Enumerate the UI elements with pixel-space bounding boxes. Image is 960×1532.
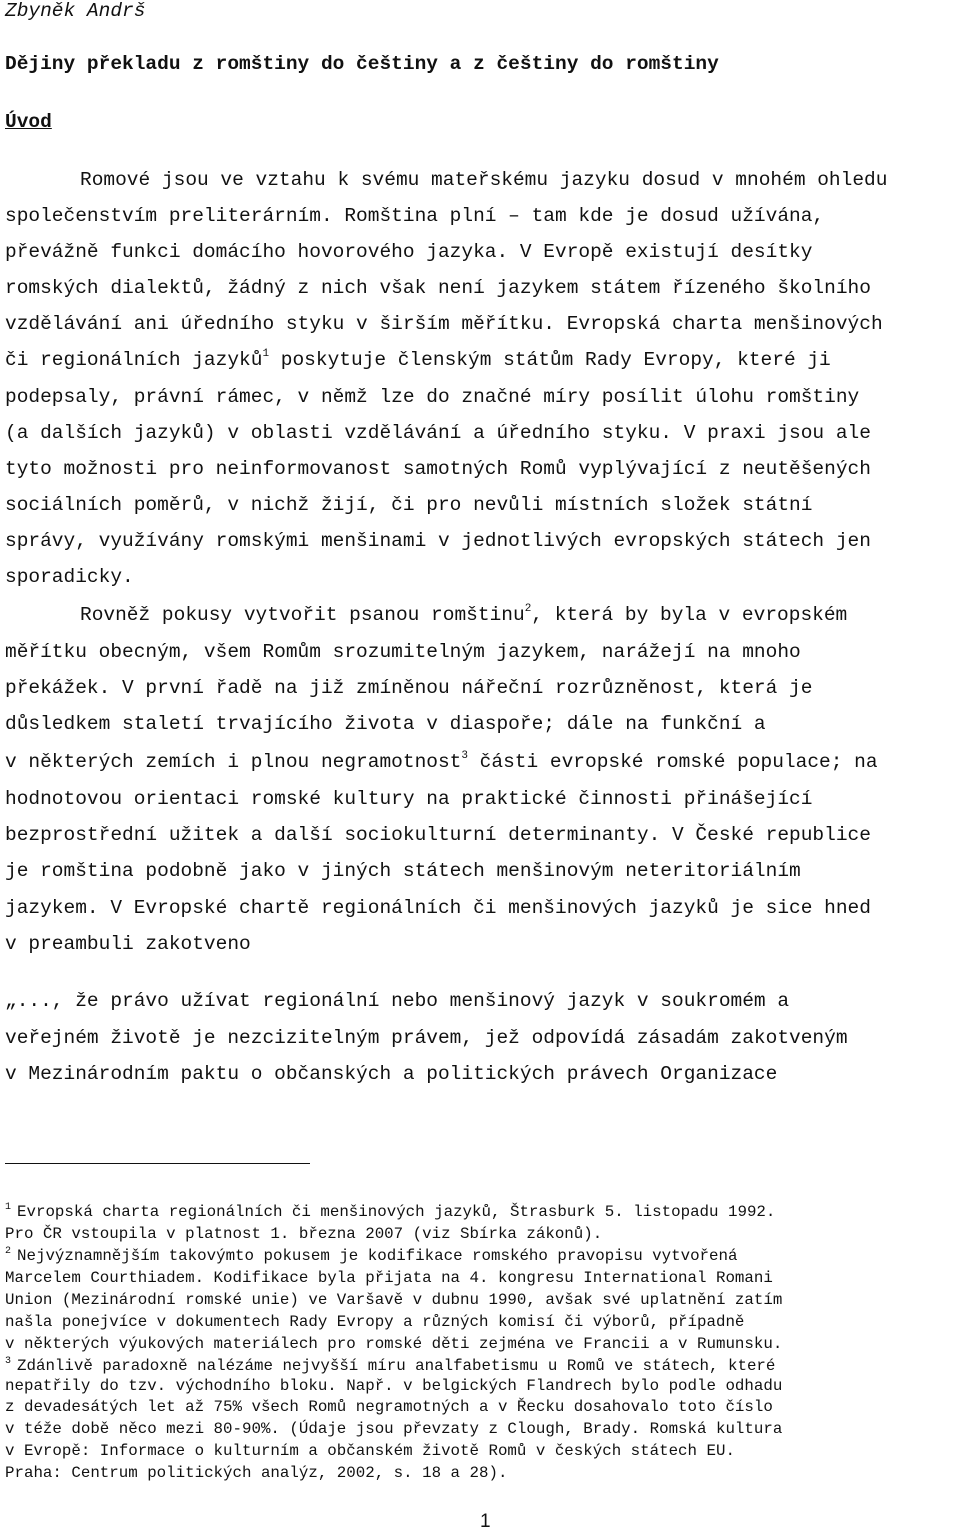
footnote-reference: 2 [524,603,532,615]
footnote-line [5,1398,773,1416]
body-line [5,277,871,299]
body-text-span: v Mezinárodním paktu o občanských a politických právech Organizace [5,1063,778,1085]
body-text-span: poskytuje členským státům Rady Evropy, které ji [269,349,831,371]
body-text-span: sociálních poměrů, v nichž žijí, či pro nevůli místních složek státní [5,494,813,516]
footnote-line [5,1464,507,1482]
body-text-span: správy, využívány romskými menšinami v jednotlivých evropských státech jen [5,530,871,552]
footnote-text: v některých výukových materiálech pro romské děti zejména ve Francii a v Rumunsku. [5,1335,783,1353]
body-line [5,933,251,955]
body-line [5,422,871,444]
body-text-span: veřejném životě je nezcizitelným právem, jež odpovídá zásadám zakotveným [5,1027,848,1049]
body-text-span: jazykem. V Evropské chartě regionálních či menšinových jazyků je sice hned [5,897,871,919]
footnote-line [5,1442,735,1460]
footnote-text: v Evropě: Informace o kulturním a občanském životě Romů v českých státech EU. [5,1442,735,1460]
body-line [5,677,812,699]
footnote-number: 2 [5,1246,12,1257]
body-text-span: je romština podobně jako v jiných státech menšinovým neteritoriálním [5,860,801,882]
body-line [5,751,878,773]
body-line [5,566,134,588]
body-line [5,713,766,735]
body-line [5,990,789,1012]
footnote-line [5,1420,782,1438]
footnote-line [5,1313,744,1331]
page-number: 1 [480,1511,491,1532]
footnote-number: 1 [5,1202,12,1213]
body-text-span: Romové jsou ve vztahu k svému mateřskému jazyku dosud v mnohém ohledu [80,169,888,191]
document-title: Dějiny překladu z romštiny do češtiny a z češtiny do romštiny [5,53,719,75]
body-text-span: překážek. V první řadě na již zmíněnou nářeční rozrůzněnost, která je [5,677,813,699]
footnote-text: Zdánlivě paradoxně nalézáme nejvyšší míru analfabetismu u Romů ve státech, které [17,1357,776,1375]
body-line [5,494,812,516]
body-line [5,824,871,846]
body-line [5,641,801,663]
footnote-text: nepatřily do tzv. východního bloku. Např. v belgických Flandrech bylo podle odhadu [5,1377,783,1395]
body-text-span: hodnotovou orientaci romské kultury na praktické činnosti přinášející [5,788,813,810]
footnote-line [5,1203,775,1224]
footnote-text: našla ponejvíce v dokumentech Rady Evropy a různých komisí či výborů, případně [5,1313,745,1331]
body-text-span: romských dialektů, žádný z nich však není jazykem státem řízeného školního [5,277,871,299]
body-line [5,205,824,227]
footnote-text: Nejvýznamnějším takovýmto pokusem je kodifikace romského pravopisu vytvořená [17,1247,738,1265]
body-line [5,349,831,371]
body-line [5,530,871,552]
body-line [5,241,812,263]
body-text-span: vzdělávání ani úředního styku v širším měřítku. Evropská charta menšinových [5,313,883,335]
footnote-line [5,1291,782,1309]
footnote-reference: 1 [262,348,270,360]
body-line [5,897,871,919]
body-line [5,1027,848,1049]
body-text-span: v některých zemích i plnou negramotnost [5,751,462,773]
section-heading: Úvod [5,111,52,133]
footnote-line [5,1269,773,1287]
body-text-span: měřítku obecným, všem Romům srozumitelným jazykem, narážejí na mnoho [5,641,801,663]
footnote-line [5,1335,782,1353]
body-line [5,313,883,335]
body-line [5,386,859,408]
body-text-span: , která by byla v evropském [531,604,848,626]
body-line [80,169,887,191]
body-text-span: podepsaly, právní rámec, v němž lze do značné míry posílit úlohu romštiny [5,386,860,408]
footnote-text: Union (Mezinárodní romské unie) ve Varšavě v dubnu 1990, avšak své uplatnění zatím [5,1291,783,1309]
body-text-span: převážně funkci domácího hovorového jazyka. V Evropě existují desítky [5,241,813,263]
author-name: Zbyněk Andrš [5,0,146,22]
body-text-span: „..., že právo užívat regionální nebo menšinový jazyk v soukromém a [5,990,790,1012]
footnote-line [5,1225,602,1243]
body-text-span: či regionálních jazyků [5,349,263,371]
footnote-text: Pro ČR vstoupila v platnost 1. března 2007 (viz Sbírka zákonů). [5,1225,603,1243]
body-text-span: Rovněž pokusy vytvořit psanou romštinu [80,604,525,626]
footnote-text: z devadesátých let až 75% všech Romů negramotných a v Řecku dosahovalo toto číslo [5,1398,773,1416]
footnote-line [5,1377,782,1395]
footnote-text: Marcelem Courthiadem. Kodifikace byla přijata na 4. kongresu International Romani [5,1269,773,1287]
body-text-span: (a dalších jazyků) v oblasti vzdělávání a úředního styku. V praxi jsou ale [5,422,871,444]
footnote-separator [5,1163,310,1164]
body-text-span: v preambuli zakotveno [5,933,251,955]
body-text-span: části evropské romské populace; na [467,751,878,773]
footnote-text: v téže době něco mezi 80-90%. (Údaje jsou převzaty z Clough, Brady. Romská kultura [5,1420,783,1438]
footnote-reference: 3 [461,750,468,762]
footnote-text: Praha: Centrum politických analýz, 2002, s. 18 a 28). [5,1464,508,1482]
body-line [5,458,871,480]
footnote-number: 3 [5,1356,12,1367]
body-text-span: tyto možnosti pro neinformovanost samotných Romů vyplývající z neutěšených [5,458,871,480]
body-line [80,604,847,626]
footnote-text: Evropská charta regionálních či menšinových jazyků, Štrasburk 5. listopadu 1992. [17,1203,776,1221]
body-text-span: společenstvím preliterárním. Romština plní – tam kde je dosud užívána, [5,205,825,227]
body-line [5,860,801,882]
footnote-line [5,1357,775,1378]
body-line [5,1063,777,1085]
body-line [5,788,812,810]
footnote-line [5,1247,737,1268]
body-text-span: bezprostřední užitek a další sociokulturní determinanty. V České republice [5,824,871,846]
body-text-span: sporadicky. [5,566,134,588]
body-text-span: důsledkem staletí trvajícího života v diaspoře; dále na funkční a [5,713,766,735]
